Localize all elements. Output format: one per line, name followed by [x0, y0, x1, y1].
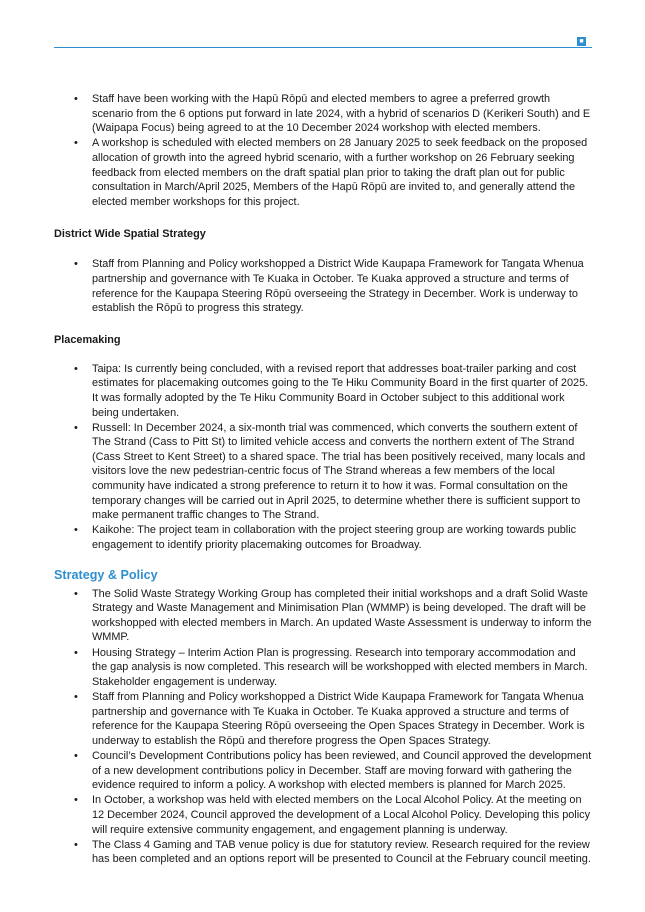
intro-list: [54, 92, 592, 209]
list-item: • Staff have been working with the Hapū Rōpū and elected members to agree a preferred growth scenario from the 6 options put forward in late 2024, with a hybrid of scenarios D (Kerikeri South) and E (Waipapa Focus) being agreed to at the 10 December 2024 workshop with elected members.: [74, 93, 591, 135]
placemaking-heading: Placemaking: [54, 333, 121, 346]
list-item: • Kaikohe: The project team in collaboration with the project steering group are working towards public engagement to identify priority placemaking outcomes for Broadway.: [74, 524, 577, 552]
list-item: • In October, a workshop was held with elected members on the Local Alcohol Policy. At the meeting on 12 December 2024, Council approved the development of a Local Alcohol Policy. Developing this policy will require extensive community engagement, and engagement planning is underway.: [74, 794, 591, 836]
list-item: • Staff from Planning and Policy workshopped a District Wide Kaupapa Framework for Tangata Whenua partnership and governance with Te Kuaka in October. Te Kuaka approved a structure and terms of reference for the Kaupapa Steering Rōpū overseeing the Open Spaces Strategy in December. Work is underway to establish the Rōpū and therefore progress the Open Spaces Strategy.: [74, 690, 585, 747]
list-item: • The Class 4 Gaming and TAB venue policy is due for statutory review. Research required for the review has been completed and an options report will be presented to Council at the February council meeting.: [74, 838, 591, 866]
list-item: • Staff from Planning and Policy workshopped a District Wide Kaupapa Framework for Tangata Whenua partnership and governance with Te Kuaka in October. Te Kuaka approved a structure and terms of reference for the Kaupapa Steering Rōpū overseeing the Strategy in December. Work is underway to establish the Rōpū to progress this strategy.: [74, 258, 584, 315]
header-rule: [54, 47, 592, 48]
list-item: • Taipa: Is currently being concluded, with a revised report that addresses boat-trailer parking and cost estimates for placemaking outcomes going to the Te Hiku Community Board in the first quarter of 2025. It was formally adopted by the Te Hiku Community Board in October subject to this additional work being undertaken.: [74, 362, 589, 419]
list-item: • Russell: In December 2024, a six-month trial was commenced, which converts the southern extent of The Strand (Cass to Pitt St) to limited vehicle access and converts the northern extent of The Strand (Cass Street to Kent Street) to a shared space. The trial has been positively received, many locals and visitors love the new pedestrian-centric focus of The Strand whereas a few members of the local community have indicated a strong preference to return it to how it was. Formal consultation on the temporary changes will be carried out in April 2025, to determine whether there is sufficient support to make permanent traffic changes to The Strand.: [74, 421, 586, 522]
strategy-policy-list: [54, 587, 592, 867]
district-wide-list: [54, 257, 592, 315]
page-logo-icon: ■: [577, 37, 586, 46]
list-item: • The Solid Waste Strategy Working Group has completed their initial workshops and a draft Solid Waste Strategy and Waste Management and Minimisation Plan (WMMP) is being developed. The draft will be workshopped with elected members in March. An updated Waste Assessment is underway to inform the WMMP.: [74, 587, 592, 644]
list-item: • Council’s Development Contributions policy has been reviewed, and Council approved the development of a new development contributions policy in December. Staff are moving forward with gathering the evidence required to inform a policy. A workshop with elected members is planned for March 2025.: [74, 749, 592, 792]
list-item: • Housing Strategy – Interim Action Plan is progressing. Research into temporary accommodation and the gap analysis is now completed. This research will be workshopped with elected members in March. Stakeholder engagement is underway.: [74, 646, 588, 688]
list-item: • A workshop is scheduled with elected members on 28 January 2025 to seek feedback on the proposed allocation of growth into the agreed hybrid scenario, with a further workshop on 26 February seeking feedback from elected members on the draft spatial plan prior to taking the draft plan out for public consultation in March/April 2025, Members of the Hapū Rōpū are invited to, and generally attend the elected member workshops for this project.: [74, 137, 588, 208]
district-wide-heading: District Wide Spatial Strategy: [54, 228, 206, 241]
placemaking-list: [54, 362, 592, 553]
strategy-policy-heading: Strategy & Policy: [54, 567, 158, 582]
document-body: [54, 92, 592, 867]
